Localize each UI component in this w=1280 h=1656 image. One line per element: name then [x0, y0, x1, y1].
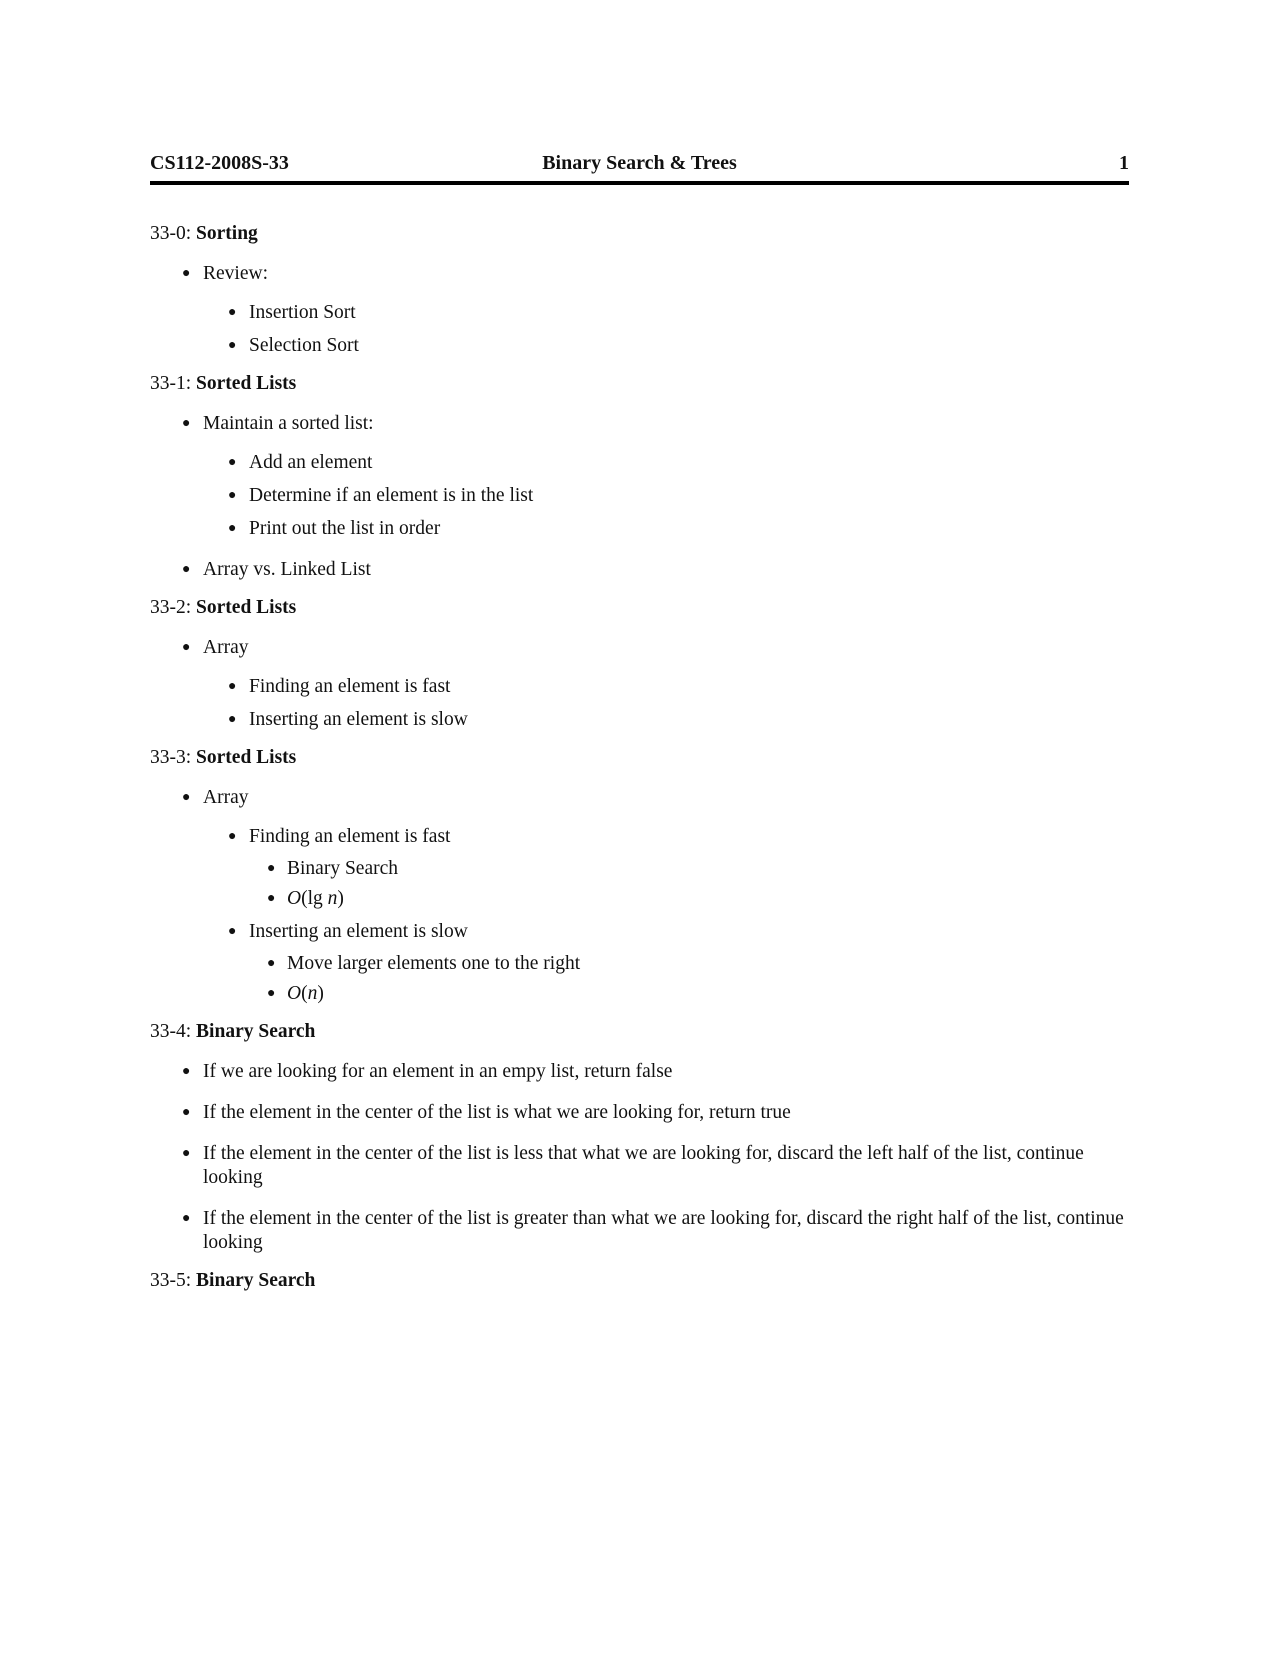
list-item	[150, 412, 1129, 541]
list-item	[150, 636, 1129, 732]
bullet-icon: ●	[267, 891, 276, 906]
section-number: 33-0:	[150, 223, 197, 244]
section-heading	[150, 222, 1129, 246]
section-heading	[150, 1269, 1129, 1293]
list-item	[150, 1101, 1129, 1125]
bullet-list-level-1	[150, 262, 1129, 358]
list-item	[150, 301, 1129, 325]
page-number: 1	[1119, 152, 1129, 174]
list-item	[150, 887, 1129, 911]
bullet-icon: ●	[182, 640, 191, 655]
course-code: CS112-2008S-33	[150, 152, 289, 174]
section-title: Sorted Lists	[196, 373, 297, 394]
section-title: Sorting	[196, 223, 258, 244]
list-item-text: Selection Sort	[249, 335, 359, 356]
bullet-icon: ●	[228, 338, 237, 353]
list-item-text: Array vs. Linked List	[203, 559, 371, 580]
section	[150, 372, 1129, 582]
list-item	[150, 1142, 1129, 1190]
list-item	[150, 262, 1129, 358]
list-item	[150, 1207, 1129, 1255]
bullet-list-level-2	[203, 675, 1129, 732]
list-item	[150, 708, 1129, 732]
section-heading	[150, 372, 1129, 396]
bullet-icon: ●	[182, 562, 191, 577]
document-body	[150, 222, 1129, 1309]
bullet-icon: ●	[228, 924, 237, 939]
bullet-list-level-3	[249, 952, 1129, 1006]
list-item-text: Insertion Sort	[249, 302, 356, 323]
list-item	[150, 558, 1129, 582]
list-item	[150, 675, 1129, 699]
section-number: 33-3:	[150, 747, 197, 768]
bullet-icon: ●	[228, 679, 237, 694]
section	[150, 222, 1129, 358]
list-item	[150, 920, 1129, 1006]
list-item-text: Maintain a sorted list:	[203, 413, 374, 434]
section-heading	[150, 596, 1129, 620]
bullet-icon: ●	[228, 488, 237, 503]
list-item	[150, 952, 1129, 976]
list-item	[150, 1060, 1129, 1084]
section-number: 33-1:	[150, 373, 197, 394]
list-item-text: Array	[203, 787, 249, 808]
section	[150, 596, 1129, 732]
list-item	[150, 517, 1129, 541]
bullet-icon: ●	[228, 305, 237, 320]
bullet-list-level-3	[249, 857, 1129, 911]
list-item-text: Binary Search	[287, 858, 399, 879]
section-number: 33-2:	[150, 597, 197, 618]
bullet-icon: ●	[228, 521, 237, 536]
list-item-text: Finding an element is fast	[249, 676, 451, 697]
list-item-text: Inserting an element is slow	[249, 921, 468, 942]
bullet-icon: ●	[182, 1146, 191, 1161]
bullet-icon: ●	[182, 266, 191, 281]
bullet-icon: ●	[267, 956, 276, 971]
section-heading	[150, 1020, 1129, 1044]
document-title: Binary Search & Trees	[542, 152, 737, 174]
list-item-text: Review:	[203, 263, 268, 284]
section	[150, 1020, 1129, 1255]
list-item-text: Inserting an element is slow	[249, 709, 468, 730]
list-item-text: If the element in the center of the list is greater than what we are looking for, discard the right half of the list, continue looking	[203, 1208, 1124, 1253]
list-item	[150, 786, 1129, 1006]
list-item-text: If we are looking for an element in an empy list, return false	[203, 1061, 673, 1082]
list-item-text: Print out the list in order	[249, 518, 441, 539]
list-item-text: Array	[203, 637, 249, 658]
bullet-icon: ●	[182, 1211, 191, 1226]
section	[150, 1269, 1129, 1293]
section-title: Sorted Lists	[196, 597, 297, 618]
page-header	[150, 152, 1129, 182]
list-item-text: Move larger elements one to the right	[287, 953, 581, 974]
list-item-text: O(n)	[287, 983, 324, 1004]
bullet-icon: ●	[267, 986, 276, 1001]
list-item	[150, 825, 1129, 911]
list-item	[150, 484, 1129, 508]
bullet-list-level-1	[150, 1060, 1129, 1255]
bullet-icon: ●	[267, 861, 276, 876]
bullet-list-level-2	[203, 825, 1129, 1006]
list-item	[150, 857, 1129, 881]
section	[150, 746, 1129, 1006]
section-title: Binary Search	[196, 1021, 316, 1042]
bullet-list-level-1	[150, 412, 1129, 582]
bullet-icon: ●	[228, 712, 237, 727]
bullet-icon: ●	[182, 1064, 191, 1079]
section-number: 33-4:	[150, 1021, 197, 1042]
header-rule	[150, 181, 1129, 185]
bullet-list-level-1	[150, 636, 1129, 732]
list-item-text: Determine if an element is in the list	[249, 485, 534, 506]
section-number: 33-5:	[150, 1270, 197, 1291]
list-item-text: Add an element	[249, 452, 373, 473]
bullet-icon: ●	[228, 829, 237, 844]
bullet-list-level-1	[150, 786, 1129, 1006]
bullet-list-level-2	[203, 301, 1129, 358]
section-heading	[150, 746, 1129, 770]
section-title: Binary Search	[196, 1270, 316, 1291]
bullet-icon: ●	[228, 455, 237, 470]
list-item-text: If the element in the center of the list is what we are looking for, return true	[203, 1102, 791, 1123]
list-item-text: O(lg n)	[287, 888, 344, 909]
bullet-list-level-2	[203, 451, 1129, 541]
section-title: Sorted Lists	[196, 747, 297, 768]
list-item-text: Finding an element is fast	[249, 826, 451, 847]
list-item-text: If the element in the center of the list is less that what we are looking for, discard the left half of the list, continue looking	[203, 1143, 1084, 1188]
bullet-icon: ●	[182, 416, 191, 431]
list-item	[150, 334, 1129, 358]
list-item	[150, 451, 1129, 475]
bullet-icon: ●	[182, 1105, 191, 1120]
bullet-icon: ●	[182, 790, 191, 805]
list-item	[150, 982, 1129, 1006]
